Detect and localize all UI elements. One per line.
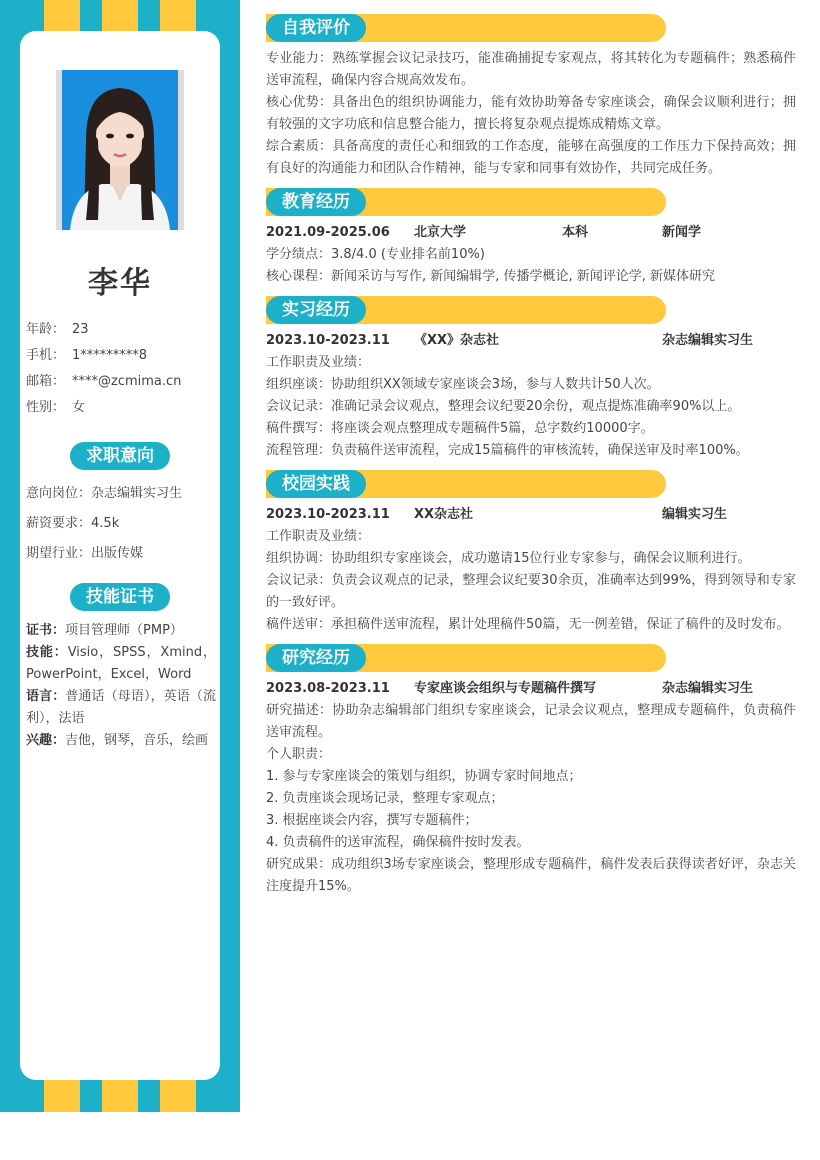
- education-school: 北京大学: [414, 225, 467, 240]
- education-title: 教育经历: [266, 188, 366, 216]
- education-period: 2021.09-2025.06: [266, 225, 390, 240]
- research-header: [266, 644, 796, 672]
- internship-line: 组织座谈：协助组织XX领域专家座谈会3场，参与人数共计50人次。: [266, 377, 660, 392]
- education-degree: 本科: [562, 225, 589, 240]
- self-eval-header: [266, 14, 796, 42]
- campus-role: 编辑实习生: [662, 507, 728, 522]
- job-intent-list: [26, 479, 216, 569]
- self-eval-para: 综合素质：具备高度的责任心和细致的工作态度，能够在高强度的工作压力下保持高效；拥有良好的沟通能力和团队合作精神，能与专家和同事有效协作，共同完成任务。: [266, 139, 796, 176]
- research-line: 4. 负责稿件的送审流程，确保稿件按时发表。: [266, 835, 530, 850]
- intent-industry: 期望行业：出版传媒: [26, 546, 144, 561]
- campus-title: 校园实践: [266, 470, 366, 498]
- skill-tools: 技能：Visio，SPSS，Xmind，PowerPoint，Excel，Word: [26, 645, 216, 682]
- skills-list: [26, 620, 216, 752]
- education-line: 核心课程：新闻采访与写作, 新闻编辑学, 传播学概论, 新闻评论学, 新媒体研究: [266, 269, 716, 284]
- research-line: 2. 负责座谈会现场记录，整理专家观点；: [266, 791, 504, 806]
- education-meta: [266, 222, 796, 244]
- intent-salary: 薪资要求：4.5k: [26, 516, 120, 531]
- internship-role: 杂志编辑实习生: [662, 333, 754, 348]
- personal-info: [26, 317, 216, 421]
- research-meta: [266, 678, 796, 700]
- skills-heading: 技能证书: [70, 583, 170, 611]
- internship-line: 稿件撰写：将座谈会观点整理成专题稿件5篇，总字数约10000字。: [266, 421, 654, 436]
- research-line: 研究成果：成功组织3场专家座谈会，整理形成专题稿件，稿件发表后获得读者好评，杂志关注度提升15%。: [266, 857, 796, 894]
- campus-meta: [266, 504, 796, 526]
- research-role: 杂志编辑实习生: [662, 681, 754, 696]
- internship-title: 实习经历: [266, 296, 366, 324]
- internship-line: 工作职责及业绩：: [266, 355, 371, 370]
- info-gender: 性别： 女: [26, 400, 86, 415]
- education-major: 新闻学: [662, 225, 702, 240]
- internship-org: 《XX》杂志社: [414, 333, 500, 348]
- self-eval-para: 核心优势：具备出色的组织协调能力，能有效协助筹备专家座谈会，确保会议顺利进行；拥有较强的文字功底和信息整合能力，擅长将复杂观点提炼成精炼文章。: [266, 95, 796, 132]
- campus-line: 稿件送审：承担稿件送审流程，累计处理稿件50篇，无一例差错，保证了稿件的及时发布。: [266, 617, 790, 632]
- research-title: 研究经历: [266, 644, 366, 672]
- research-line: 1. 参与专家座谈会的策划与组织，协调专家时间地点；: [266, 769, 582, 784]
- intent-position: 意向岗位：杂志编辑实习生: [26, 486, 183, 501]
- campus-header: [266, 470, 796, 498]
- education-line: 学分绩点：3.8/4.0 (专业排名前10%): [266, 247, 485, 262]
- campus-org: XX杂志社: [414, 507, 474, 522]
- info-age: 年龄： 23: [26, 322, 89, 337]
- internship-header: [266, 296, 796, 324]
- internship-meta: [266, 330, 796, 352]
- info-phone: 手机： 1*********8: [26, 348, 148, 363]
- profile-photo: [56, 70, 184, 230]
- internship-line: 会议记录：准确记录会议观点，整理会议纪要20余份，观点提炼准确率90%以上。: [266, 399, 741, 414]
- research-period: 2023.08-2023.11: [266, 681, 390, 696]
- skill-hobbies: 兴趣：吉他，钢琴，音乐，绘画: [26, 733, 209, 748]
- self-eval-para: 专业能力：熟练掌握会议记录技巧，能准确捕捉专家观点，将其转化为专题稿件；熟悉稿件送审流程，确保内容合规高效发布。: [266, 51, 796, 88]
- skill-languages: 语言：普通话（母语），英语（流利），法语: [26, 689, 216, 726]
- campus-line: 组织协调：协助组织专家座谈会，成功邀请15位行业专家参与，确保会议顺利进行。: [266, 551, 751, 566]
- research-line: 研究描述：协助杂志编辑部门组织专家座谈会，记录会议观点，整理成专题稿件，负责稿件送审流程。: [266, 703, 796, 740]
- info-email: 邮箱： ****@zcmima.cn: [26, 374, 182, 389]
- job-intent-heading: 求职意向: [70, 442, 170, 470]
- main-content: [266, 14, 796, 898]
- education-header: [266, 188, 796, 216]
- self-eval-title: 自我评价: [266, 14, 366, 42]
- profile-name: 李华: [88, 266, 152, 301]
- research-line: 3. 根据座谈会内容，撰写专题稿件；: [266, 813, 478, 828]
- internship-line: 流程管理：负责稿件送审流程，完成15篇稿件的审核流转，确保送审及时率100%。: [266, 443, 749, 458]
- skill-certificate: 证书：项目管理师（PMP）: [26, 623, 183, 638]
- campus-period: 2023.10-2023.11: [266, 507, 390, 522]
- research-line: 个人职责：: [266, 747, 332, 762]
- campus-line: 工作职责及业绩：: [266, 529, 371, 544]
- internship-period: 2023.10-2023.11: [266, 333, 390, 348]
- campus-line: 会议记录：负责会议观点的记录，整理会议纪要30余页，准确率达到99%，得到领导和专家的一致好评。: [266, 573, 796, 610]
- research-topic: 专家座谈会组织与专题稿件撰写: [414, 681, 597, 696]
